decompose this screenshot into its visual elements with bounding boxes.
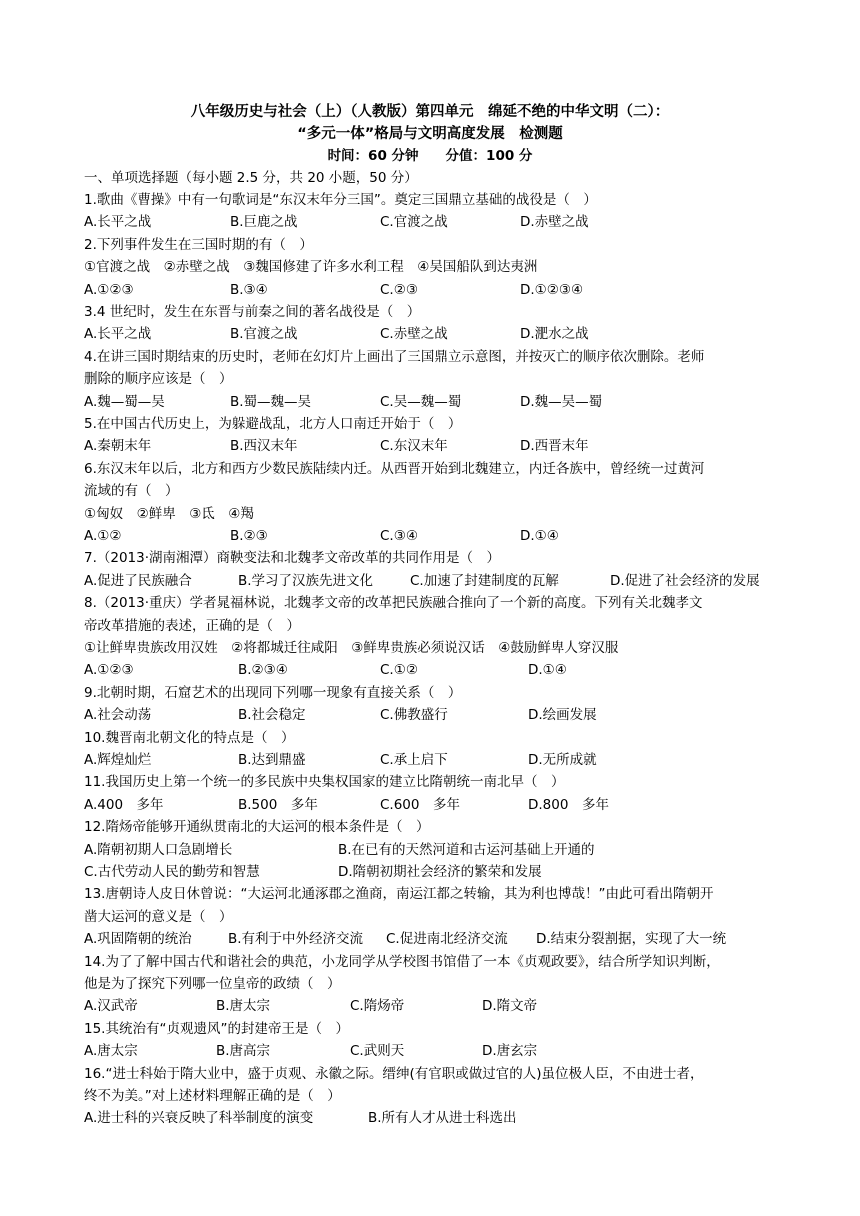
answer-option: B.蜀—魏—吴 [230,393,312,410]
question-stem: 11.我国历史上第一个统一的多民族中央集权国家的建立比隋朝统一南北早（ ） [84,774,565,791]
answer-option: A.秦朝末年 [84,438,152,455]
answer-option: B.所有人才从进士科选出 [368,1110,517,1127]
answer-option: A.汉武帝 [84,998,138,1015]
answer-option: D.西晋末年 [520,438,589,455]
question-stem-cont: 删除的顺序应该是（ ） [84,371,233,388]
answer-option: C.隋炀帝 [350,998,405,1015]
answer-option: A.400 多年 [84,796,164,813]
exam-meta: 时间：60 分钟 分值：100 分 [327,148,533,164]
question-stem: 8.（2013·重庆）学者晁福林说，北魏孝文帝的改革把民族融合推向了一个新的高度。下列有关北魏孝文 [84,595,703,612]
answer-option: B.官渡之战 [230,326,298,343]
answer-option: A.唐太宗 [84,1043,138,1060]
answer-option: D.淝水之战 [520,326,589,343]
answer-option: A.魏—蜀—吴 [84,393,165,410]
answer-option: A.①②③ [84,662,134,679]
question-stem: 12.隋炀帝能够开通纵贯南北的大运河的根本条件是（ ） [84,819,430,836]
question-stem-cont: 他是为了探究下列哪一位皇帝的政绩（ ） [84,976,341,992]
answer-option: C.吴—魏—蜀 [380,393,462,410]
answer-option: D.绘画发展 [528,707,597,724]
answer-option: A.长平之战 [84,326,152,343]
answer-option: A.社会动荡 [84,707,152,724]
answer-option: B.唐太宗 [216,998,271,1015]
answer-option: B.500 多年 [238,796,318,813]
answer-option: B.唐高宗 [216,1043,271,1060]
answer-option: D.①②③④ [520,281,584,298]
answer-option: D.结束分裂割据，实现了大一统 [536,931,727,948]
answer-option: C.赤壁之战 [380,326,448,343]
answer-option: C.古代劳动人民的勤劳和智慧 [84,864,260,880]
answer-option: D.①④ [528,662,567,679]
question-stem-cont: ①匈奴 ②鲜卑 ③氐 ④羯 [84,505,254,522]
question-stem: 3.4 世纪时，发生在东晋与前秦之间的著名战役是（ ） [84,304,421,320]
answer-option: C.600 多年 [380,796,460,813]
answer-option: B.③④ [230,281,268,298]
question-stem: 16.“进士科始于隋大业中，盛于贞观、永徽之际。缙绅(有官职或做过官的人)虽位极人臣，不由进士者， [84,1065,704,1082]
answer-option: C.佛教盛行 [380,707,448,724]
answer-option: C.③④ [380,528,418,544]
answer-option: A.①② [84,528,122,544]
answer-option: C.促进南北经济交流 [386,931,508,948]
answer-option: D.赤壁之战 [520,214,589,231]
answer-option: B.达到鼎盛 [238,752,306,768]
question-stem: 5.在中国古代历史上，为躲避战乱，北方人口南迁开始于（ ） [84,416,462,432]
question-stem-cont: 帝改革措施的表述，正确的是（ ） [84,617,300,634]
answer-option: B.②③④ [238,662,288,679]
answer-option: B.在已有的天然河道和古运河基础上开通的 [338,841,595,858]
exam-title-line2: “多元一体”格局与文明高度发展 检测题 [297,126,563,142]
answer-option: D.无所成就 [528,752,597,768]
answer-option: A.辉煌灿烂 [84,752,152,768]
answer-option: A.长平之战 [84,214,152,231]
answer-option: C.②③ [380,281,418,298]
answer-option: D.800 多年 [528,796,609,813]
answer-option: C.官渡之战 [380,214,448,231]
answer-option: C.加速了封建制度的瓦解 [410,572,559,589]
question-stem: 13.唐朝诗人皮日休曾说：“大运河北通涿郡之渔商，南运江都之转输，其为利也博哉！”由此可看出隋朝开 [84,886,714,903]
question-stem: 14.为了了解中国古代和谐社会的典范，小龙同学从学校图书馆借了一本《贞观政要》，结合所学知识判断， [84,953,720,970]
answer-option: A.促进了民族融合 [84,572,192,589]
question-stem: 9.北朝时期，石窟艺术的出现同下列哪一现象有直接关系（ ） [84,684,462,701]
answer-option: A.①②③ [84,281,134,298]
answer-option: D.隋朝初期社会经济的繁荣和发展 [338,864,542,880]
question-stem: 15.其统治有“贞观遗风”的封建帝王是（ ） [84,1020,349,1037]
answer-option: A.隋朝初期人口急剧增长 [84,841,233,858]
answer-option: B.②③ [230,528,268,544]
question-stem-cont: ①让鲜卑贵族改用汉姓 ②将都城迁往咸阳 ③鲜卑贵族必须说汉话 ④鼓励鲜卑人穿汉服 [84,640,619,656]
answer-option: C.承上启下 [380,752,448,768]
answer-option: B.社会稳定 [238,707,306,724]
question-stem-cont: ①官渡之战 ②赤壁之战 ③魏国修建了许多水利工程 ④吴国船队到达夷洲 [84,259,538,276]
answer-option: A.巩固隋朝的统治 [84,931,192,948]
question-stem-cont: 凿大运河的意义是（ ） [84,908,233,925]
answer-option: B.有利于中外经济交流 [228,931,364,948]
answer-option: B.西汉末年 [230,438,298,455]
answer-option: B.学习了汉族先进文化 [238,572,374,589]
answer-option: D.隋文帝 [482,998,538,1015]
answer-option: C.①② [380,662,418,679]
answer-option: D.①④ [520,528,559,544]
question-stem: 6.东汉末年以后，北方和西方少数民族陆续内迁。从西晋开始到北魏建立，内迁各族中，曾经统一过黄河 [84,460,705,477]
answer-option: D.魏—吴—蜀 [520,393,603,410]
question-stem-cont: 终不为美。”对上述材料理解正确的是（ ） [84,1088,341,1104]
answer-option: D.促进了社会经济的发展 [610,572,760,589]
exam-title-line1: 八年级历史与社会（上）（人教版）第四单元 绵延不绝的中华文明（二）： [190,104,670,120]
answer-option: C.武则天 [350,1043,405,1060]
answer-option: C.东汉末年 [380,438,448,455]
question-stem-cont: 流域的有（ ） [84,483,179,500]
question-stem: 7.（2013·湖南湘潭）商鞅变法和北魏孝文帝改革的共同作用是（ ） [84,550,501,567]
answer-option: D.唐玄宗 [482,1043,538,1060]
question-stem: 1.歌曲《曹操》中有一句歌词是“东汉末年分三国”。奠定三国鼎立基础的战役是（ ） [84,192,597,208]
question-stem: 2.下列事件发生在三国时期的有（ ） [84,236,313,253]
section-heading: 一、单项选择题（每小题 2.5 分，共 20 小题，50 分） [84,170,418,186]
answer-option: A.进士科的兴衰反映了科举制度的演变 [84,1110,314,1127]
answer-option: B.巨鹿之战 [230,214,298,231]
question-stem: 4.在讲三国时期结束的历史时，老师在幻灯片上画出了三国鼎立示意图，并按灭亡的顺序依次删除。老师 [84,348,705,365]
question-stem: 10.魏晋南北朝文化的特点是（ ） [84,729,295,746]
